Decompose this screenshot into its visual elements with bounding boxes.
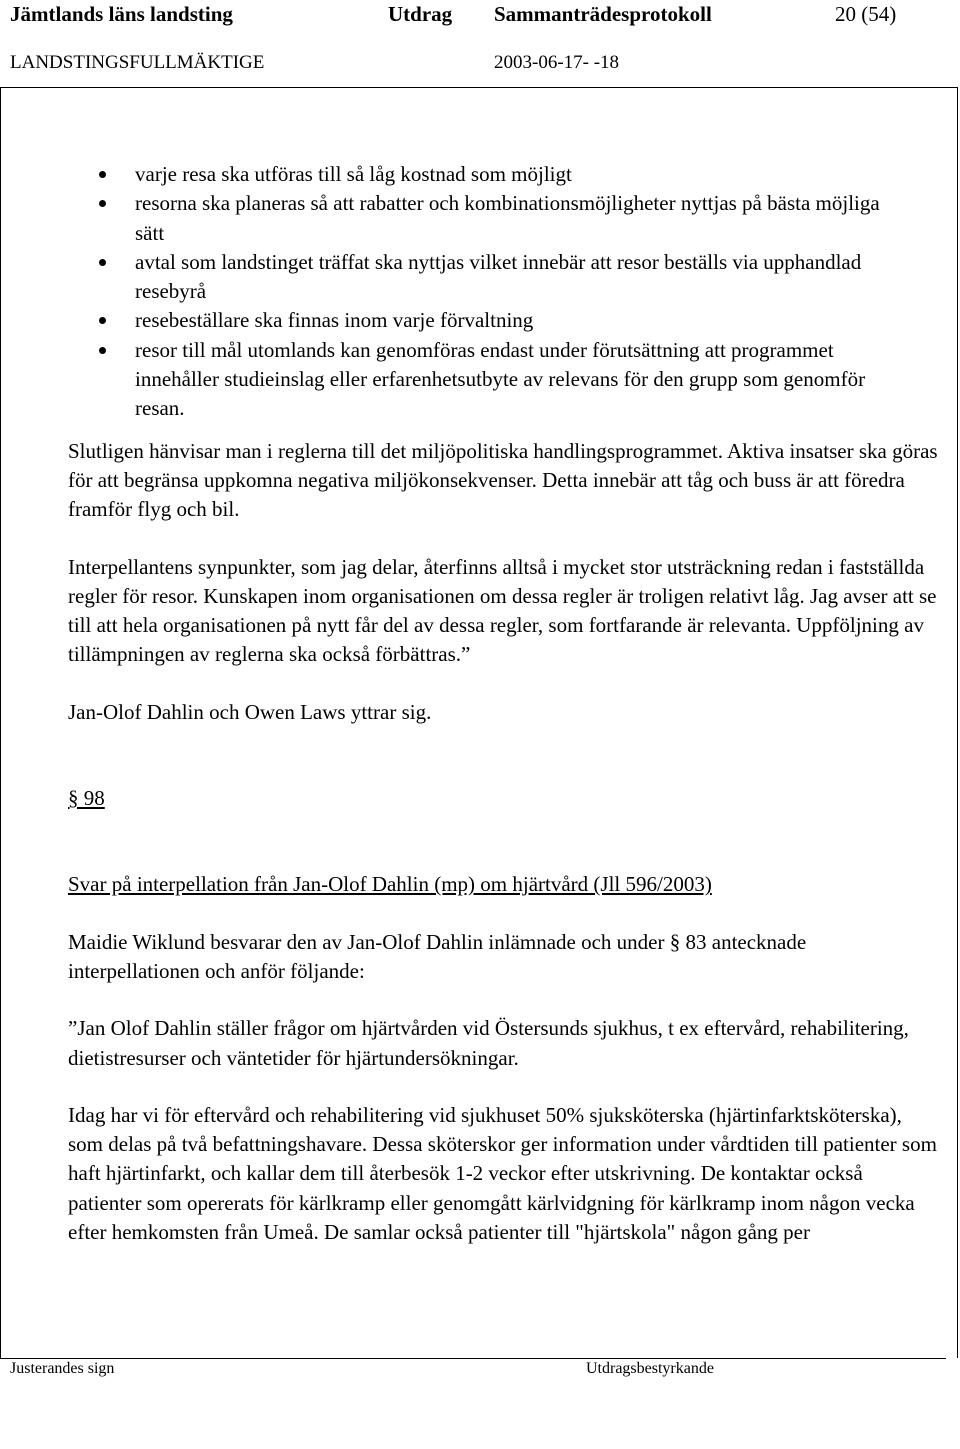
frame-right-rule [957, 87, 958, 1358]
list-item [68, 306, 938, 335]
document-title: Sammanträdesprotokoll [494, 2, 712, 26]
document-kind: Utdrag [388, 2, 453, 26]
paragraph: Maidie Wiklund besvarar den av Jan-Olof Dahlin inlämnade och under § 83 antecknade interpellationen och anför följande: [68, 929, 807, 983]
rules-list [68, 160, 938, 424]
section-number [68, 784, 938, 813]
page-number: 20 (54) [835, 2, 897, 26]
section-title [68, 870, 938, 899]
section-title-text: Svar på interpellation från Jan-Olof Dahlin (mp) om hjärtvård (Jll 596/2003) [68, 872, 712, 897]
paragraph: Interpellantens synpunkter, som jag delar, återfinns alltså i mycket stor utsträckning redan i fastställda regler för resor. Kunskapen inom organisationen om dessa regler är troligen relativt låg. Jag avser att se till att hela organisationen på nytt får del av dessa regler, som fortfarande är relevanta. Uppföljning av tillämpningen av reglerna ska också förbättras.” [68, 554, 937, 667]
list-item-text: resor till mål utomlands kan genomföras endast under förutsättning att programmet innehåller studieinslag eller erfarenhetsutbyte av relevans för den grupp som genomför resan. [135, 337, 866, 421]
organization-name: Jämtlands läns landsting [10, 2, 233, 26]
list-item-text: resorna ska planeras så att rabatter och kombinationsmöjligheter nyttjas på bästa möjliga sätt [135, 191, 880, 245]
assembly-name: LANDSTINGSFULLMÄKTIGE [10, 52, 265, 73]
frame-top-rule [0, 87, 958, 88]
paragraph: Idag har vi för eftervård och rehabilitering vid sjukhuset 50% sjuksköterska (hjärtinfarktsköterska), som delas på två befattningshavare. Dessa sköterskor ger information under vårdtiden till patienter som haft hjärtinfarkt, och kallar dem till återbesök 1-2 veckor efter utskrivning. De kontaktar också patienter som opererats för kärlkramp eller genomgått kärlvidgning för kärlkramp inom någon vecka efter hemkomsten från Umeå. De samlar också patienter till "hjärtskola" någon gång per [68, 1102, 937, 1245]
list-item [68, 336, 938, 424]
footer-rule [0, 1358, 946, 1359]
paragraph: Slutligen hänvisar man i reglerna till det miljöpolitiska handlingsprogrammet. Aktiva insatser ska göras för att begränsa uppkomna negativa miljökonsekvenser. Detta innebär att tåg och buss är att föredra framför flyg och bil. [68, 438, 938, 522]
footer-certification-label: Utdragsbestyrkande [586, 1360, 714, 1377]
meeting-date: 2003-06-17- -18 [494, 52, 620, 73]
list-item [68, 189, 938, 248]
list-item [68, 248, 938, 307]
section-number-text: § 98 [68, 786, 105, 811]
list-item [68, 160, 938, 189]
quoted-paragraph: ”Jan Olof Dahlin ställer frågor om hjärtvården vid Östersunds sjukhus, t ex eftervård, rehabilitering, dietistresurser och väntetider för hjärtundersökningar. [68, 1016, 909, 1070]
footer-signature-label: Justerandes sign [10, 1360, 115, 1377]
list-item-text: varje resa ska utföras till så låg kostnad som möjligt [135, 162, 572, 186]
list-item-text: resebeställare ska finnas inom varje förvaltning [135, 308, 534, 333]
paragraph: Jan-Olof Dahlin och Owen Laws yttrar sig. [68, 699, 432, 724]
frame-left-rule [0, 87, 1, 1358]
list-item-text: avtal som landstinget träffat ska nyttjas vilket innebär att resor beställs via upphandlad resebyrå [135, 249, 862, 304]
protocol-body [68, 160, 938, 1247]
